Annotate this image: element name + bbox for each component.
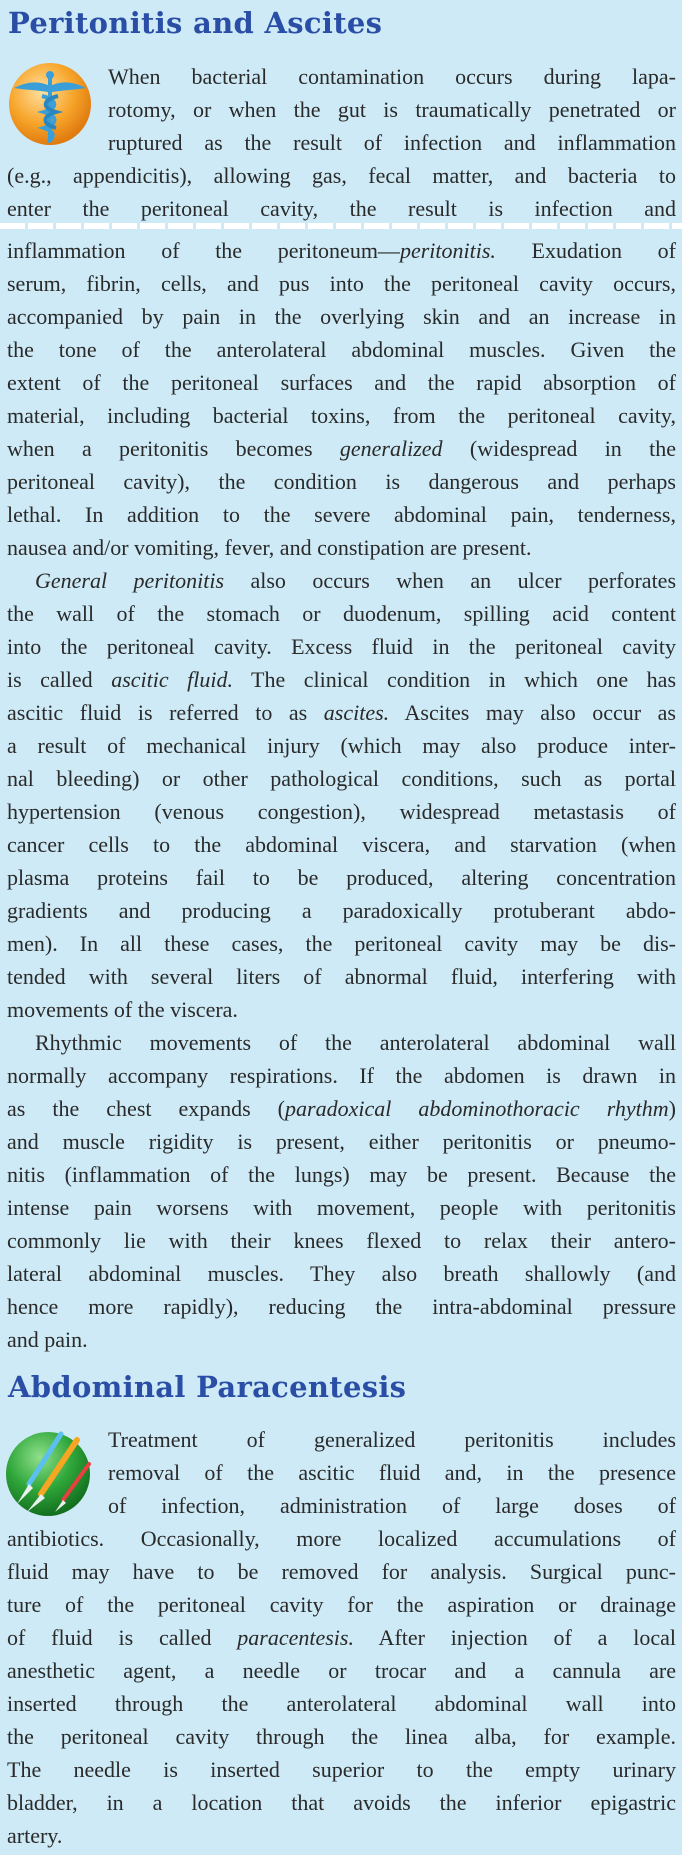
text-run: serum, fibrin, cells, and pus into the peritoneal cavity occurs, (7, 271, 676, 296)
text-line (7, 333, 676, 366)
italic-term: generalized (339, 436, 443, 461)
text-run: men). In all these cases, the peritoneal cavity may be dis- (7, 931, 676, 956)
text-run: accompanied by pain in the overlying skin and an increase in (7, 304, 676, 329)
text-line (7, 861, 676, 894)
text-line (7, 1522, 676, 1555)
text-line (7, 465, 676, 498)
text-run: anesthetic agent, a needle or trocar and a cannula are (7, 1658, 676, 1683)
text-line (7, 1654, 676, 1687)
text-run: fluid may have to be removed for analysis. Surgical punc- (7, 1559, 676, 1584)
section-heading-paracentesis: Abdominal Paracentesis (8, 1370, 407, 1404)
text-run: (widespread in the (442, 436, 677, 461)
text-run: cancer cells to the abdominal viscera, and starvation (when (7, 832, 676, 857)
text-run: also occurs when an ulcer perforates (224, 568, 677, 593)
text-run: bladder, in a location that avoids the inferior epigastric (7, 1790, 676, 1815)
text-run: The needle is inserted superior to the empty urinary (7, 1757, 676, 1782)
text-line (7, 1687, 676, 1720)
text-line (7, 1489, 676, 1522)
text-line (7, 234, 676, 267)
text-run: is called (7, 667, 112, 692)
text-line (7, 696, 676, 729)
text-line (7, 1191, 676, 1224)
text-run: nitis (inflammation of the lungs) may be present. Because the (7, 1162, 676, 1187)
italic-term: peritonitis. (399, 238, 496, 263)
text-line (7, 1753, 676, 1786)
text-line (7, 1290, 676, 1323)
text-run: antibiotics. Occasionally, more localized accumulations of (7, 1526, 676, 1551)
text-line (7, 1026, 676, 1059)
text-line (7, 498, 676, 531)
section-heading-peritonitis: Peritonitis and Ascites (8, 6, 383, 40)
text-line (7, 366, 676, 399)
text-run: Rhythmic movements of the anterolateral abdominal wall (35, 1030, 676, 1055)
text-line (7, 300, 676, 333)
paracentesis-body (7, 1423, 676, 1852)
text-line (7, 894, 676, 927)
text-line (7, 399, 676, 432)
text-run: gradients and producing a paradoxically protuberant abdo- (7, 898, 676, 923)
text-line (7, 1323, 676, 1356)
text-run: and muscle rigidity is present, either peritonitis or pneumo- (7, 1129, 676, 1154)
text-run: the tone of the anterolateral abdominal muscles. Given the (7, 337, 676, 362)
text-run: ruptured as the result of infection and inflammation (108, 130, 676, 155)
text-run: material, including bacterial toxins, from the peritoneal cavity, (7, 403, 676, 428)
text-line (7, 60, 676, 93)
text-run: when a peritonitis becomes (7, 436, 340, 461)
italic-term: General peritonitis (35, 568, 225, 593)
text-run: peritoneal cavity), the condition is dangerous and perhaps (7, 469, 676, 494)
text-run: Exudation of (495, 238, 676, 263)
text-run: as the chest expands ( (7, 1096, 286, 1121)
text-line (7, 1720, 676, 1753)
text-run: After injection of a local (353, 1625, 676, 1650)
text-line (7, 1224, 676, 1257)
text-line (7, 1456, 676, 1489)
text-line (7, 1588, 676, 1621)
text-line (7, 1423, 676, 1456)
text-line (7, 1125, 676, 1158)
italic-term: ascites. (323, 700, 390, 725)
intro-paragraph (7, 60, 676, 225)
text-line (7, 1092, 676, 1125)
text-run: rotomy, or when the gut is traumatically penetrated or (108, 97, 676, 122)
text-line (7, 1555, 676, 1588)
text-run: enter the peritoneal cavity, the result is infection and (7, 196, 676, 221)
text-run: and pain. (7, 1327, 88, 1352)
text-run: nal bleeding) or other pathological conditions, such as portal (7, 766, 676, 791)
text-line (7, 1786, 676, 1819)
text-run: commonly lie with their knees flexed to relax their antero- (7, 1228, 676, 1253)
text-run: of infection, administration of large doses of (108, 1493, 676, 1518)
italic-term: ascitic fluid. (111, 667, 233, 692)
text-run: ) (668, 1096, 676, 1121)
text-run: normally accompany respirations. If the abdomen is drawn in (7, 1063, 676, 1088)
text-run: plasma proteins fail to be produced, altering concentration (7, 865, 676, 890)
text-run: lethal. In addition to the severe abdominal pain, tenderness, (7, 502, 676, 527)
text-line (7, 1059, 676, 1092)
text-line (7, 1257, 676, 1290)
text-line (7, 927, 676, 960)
text-run: ascitic fluid is referred to as (7, 700, 324, 725)
text-run: a result of mechanical injury (which may also produce inter- (7, 733, 676, 758)
text-line (7, 1819, 676, 1852)
peritonitis-body (7, 234, 676, 1356)
text-line (7, 993, 676, 1026)
text-run: The clinical condition in which one has (232, 667, 677, 692)
text-run: into the peritoneal cavity. Excess fluid in the peritoneal cavity (7, 634, 676, 659)
text-line (7, 795, 676, 828)
text-line (7, 630, 676, 663)
text-line (7, 828, 676, 861)
text-line (7, 432, 676, 465)
text-line (7, 960, 676, 993)
text-run: the peritoneal cavity through the linea alba, for example. (7, 1724, 676, 1749)
text-line (7, 762, 676, 795)
text-run: movements of the viscera. (7, 997, 238, 1022)
text-line (7, 1158, 676, 1191)
text-run: inserted through the anterolateral abdominal wall into (7, 1691, 676, 1716)
text-line (7, 93, 676, 126)
text-run: (e.g., appendicitis), allowing gas, fecal matter, and bacteria to (7, 163, 676, 188)
text-line (7, 597, 676, 630)
text-run: the wall of the stomach or duodenum, spilling acid content (7, 601, 676, 626)
text-line (7, 267, 676, 300)
text-run: Treatment of generalized peritonitis includes (108, 1427, 676, 1452)
text-run: removal of the ascitic fluid and, in the presence (108, 1460, 676, 1485)
italic-term: paradoxical abdominothoracic rhythm (285, 1096, 669, 1121)
text-line (7, 564, 676, 597)
text-run: ture of the peritoneal cavity for the aspiration or drainage (7, 1592, 676, 1617)
text-run: intense pain worsens with movement, people with peritonitis (7, 1195, 676, 1220)
text-run: lateral abdominal muscles. They also breath shallowly (and (7, 1261, 676, 1286)
text-run: hence more rapidly), reducing the intra-abdominal pressure (7, 1294, 676, 1319)
text-line (7, 663, 676, 696)
text-line (7, 159, 676, 192)
text-run: of fluid is called (7, 1625, 238, 1650)
page-break-divider (0, 223, 682, 229)
text-line (7, 1621, 676, 1654)
text-run: extent of the peritoneal surfaces and the rapid absorption of (7, 370, 676, 395)
text-run: inflammation of the peritoneum— (7, 238, 400, 263)
text-run: artery. (7, 1823, 63, 1848)
text-run: tended with several liters of abnormal fluid, interfering with (7, 964, 676, 989)
text-line (7, 729, 676, 762)
italic-term: paracentesis. (237, 1625, 354, 1650)
text-run: Ascites may also occur as (389, 700, 676, 725)
text-line (7, 531, 676, 564)
text-line (7, 126, 676, 159)
text-run: hypertension (venous congestion), widespread metastasis of (7, 799, 676, 824)
text-run: When bacterial contamination occurs during lapa- (108, 64, 676, 89)
text-run: nausea and/or vomiting, fever, and constipation are present. (7, 535, 532, 560)
